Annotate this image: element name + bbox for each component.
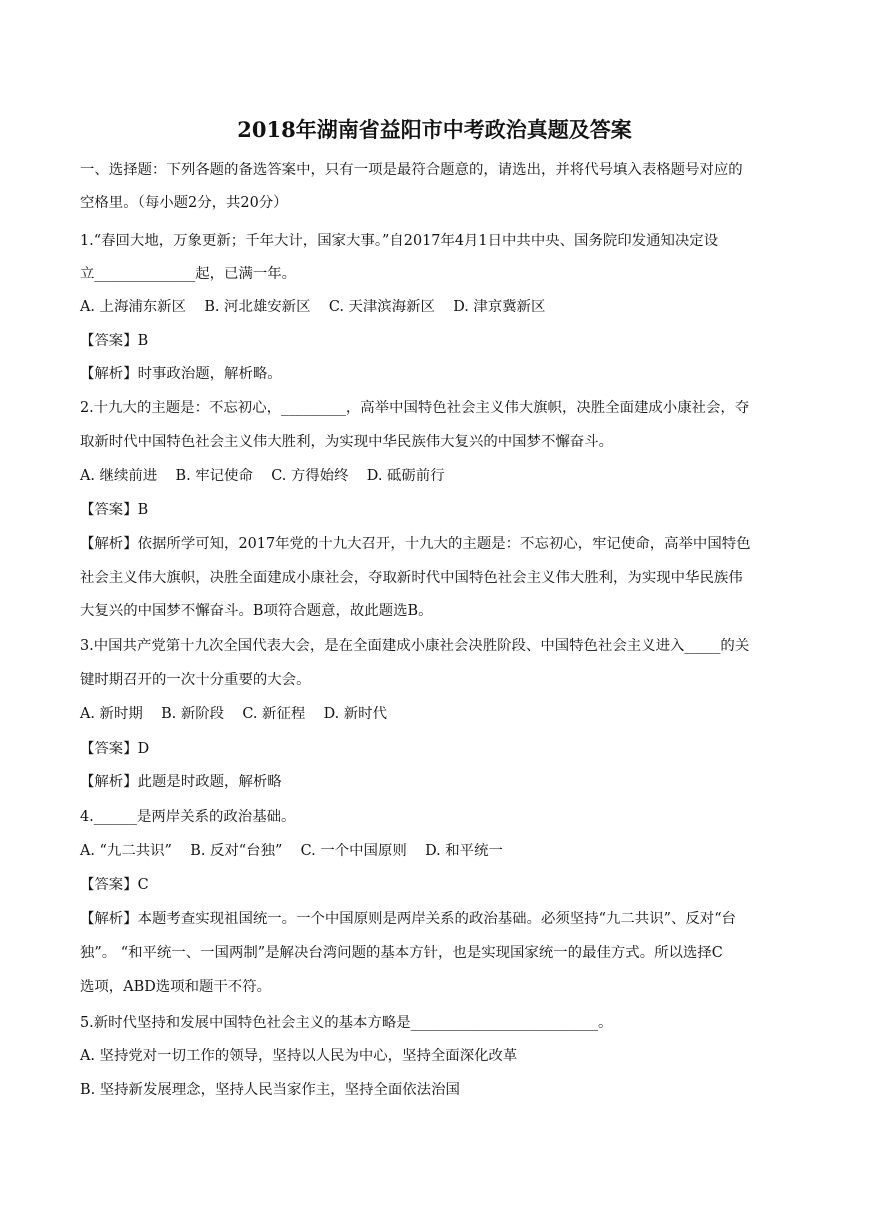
text-line: 【答案】D <box>80 741 150 757</box>
text-line: 5.新时代坚持和发展中国特色社会主义的基本方略是__________________________。 <box>80 1015 613 1031</box>
text-line: 选项，ABD选项和题干不符。 <box>80 979 272 995</box>
text-line: 3.中国共产党第十九次全国代表大会，是在全面建成小康社会决胜阶段、中国特色社会主义进入_____的关 <box>80 638 750 654</box>
text-line: 键时期召开的一次十分重要的大会。 <box>80 672 311 688</box>
text-line: 取新时代中国特色社会主义伟大胜利，为实现中华民族伟大复兴的中国梦不懈奋斗。 <box>80 434 614 450</box>
text-line: 【解析】此题是时政题，解析略 <box>80 774 282 790</box>
text-line: 空格里。（每小题2分，共20分） <box>80 195 288 211</box>
text-line: 【解析】时事政治题，解析略。 <box>80 366 282 382</box>
text-line: 【答案】B <box>80 333 149 349</box>
text-line: 【答案】B <box>80 502 149 518</box>
text-line: A. 新时期 B. 新阶段 C. 新征程 D. 新时代 <box>80 706 387 722</box>
text-line: A. 继续前进 B. 牢记使命 C. 方得始终 D. 砥砺前行 <box>80 468 445 484</box>
text-line: 1.“春回大地，万象更新；千年大计，国家大事。”自2017年4月1日中共中央、国务院印发通知决定设 <box>80 233 719 249</box>
text-line: 【解析】依据所学可知，2017年党的十九大召开，十九大的主题是：不忘初心，牢记使命，高举中国特色 <box>80 536 751 552</box>
document-title: 2018年湖南省益阳市中考政治真题及答案 <box>237 117 632 142</box>
text-line: 【解析】本题考查实现祖国统一。一个中国原则是两岸关系的政治基础。必须坚持“九二共识”、反对“台 <box>80 911 736 927</box>
text-line: 社会主义伟大旗帜，决胜全面建成小康社会，夺取新时代中国特色社会主义伟大胜利，为实现中华民族伟 <box>80 570 743 586</box>
text-line: A. 坚持党对一切工作的领导，坚持以人民为中心，坚持全面深化改革 <box>80 1048 518 1064</box>
text-line: 4.______是两岸关系的政治基础。 <box>80 809 296 825</box>
text-line: A. 上海浦东新区 B. 河北雄安新区 C. 天津滨海新区 D. 津京冀新区 <box>80 299 546 315</box>
text-line: B. 坚持新发展理念，坚持人民当家作主，坚持全面依法治国 <box>80 1082 460 1098</box>
text-line: A. “九二共识” B. 反对“台独” C. 一个中国原则 D. 和平统一 <box>80 843 503 859</box>
text-line: 2.十九大的主题是：不忘初心，_________，高举中国特色社会主义伟大旗帜，决胜全面建成小康社会，夺 <box>80 400 750 416</box>
text-line: 【答案】C <box>80 877 149 893</box>
text-line: 独”。 “和平统一、一国两制”是解决台湾问题的基本方针，也是实现国家统一的最佳方式。所以选择C <box>80 945 723 961</box>
text-line: 一、选择题：下列各题的备选答案中，只有一项是最符合题意的，请选出，并将代号填入表格题号对应的 <box>80 162 743 178</box>
text-line: 立______________起，已满一年。 <box>80 266 297 282</box>
text-line: 大复兴的中国梦不懈奋斗。B项符合题意，故此题选B。 <box>80 603 433 619</box>
